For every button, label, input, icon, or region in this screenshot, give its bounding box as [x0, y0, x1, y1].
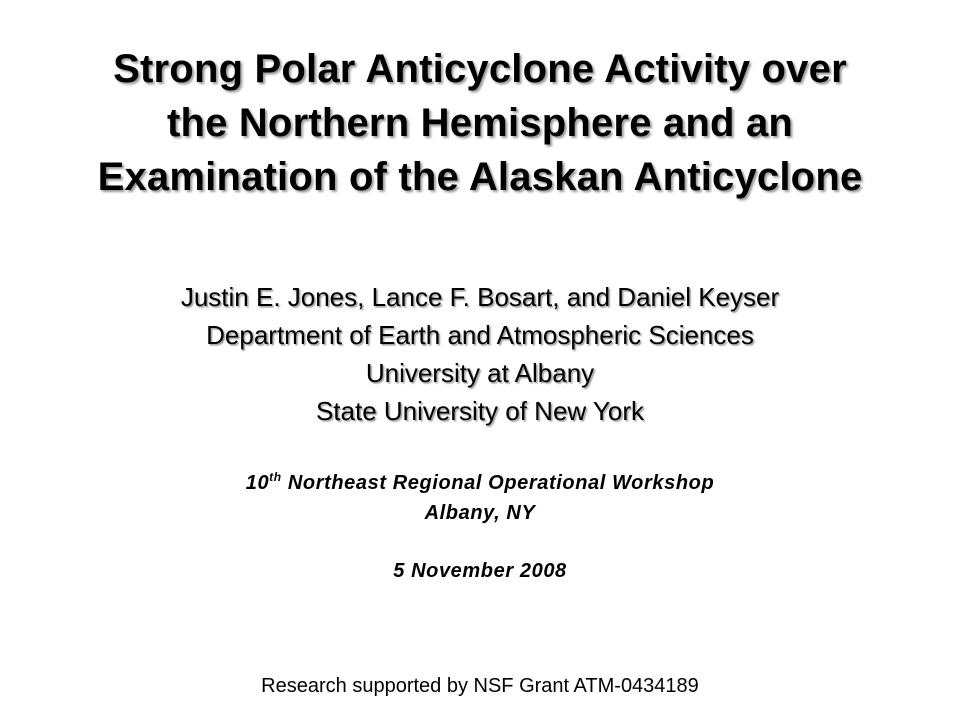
funding-acknowledgement: Research supported by NSF Grant ATM-0434189 — [261, 675, 699, 697]
author-names: Justin E. Jones, Lance F. Bosart, and Daniel Keyser — [180, 282, 780, 312]
title-line-1: Strong Polar Anticyclone Activity over — [113, 47, 847, 91]
university-system: State University of New York — [315, 396, 645, 426]
workshop-location: Albany, NY — [424, 502, 536, 524]
workshop-name — [20, 468, 940, 498]
workshop-ordinal-number: 10 — [245, 472, 270, 494]
title-line-2: the Northern Hemisphere and an — [166, 101, 794, 145]
university-name: University at Albany — [365, 358, 595, 388]
author-block — [20, 278, 940, 430]
presentation-date: 5 November 2008 — [393, 560, 567, 582]
title-line-3: Examination of the Alaskan Anticyclone — [97, 155, 863, 199]
workshop-title: Northeast Regional Operational Workshop — [281, 472, 715, 494]
workshop-ordinal-suffix: th — [269, 470, 282, 484]
department-name: Department of Earth and Atmospheric Sciences — [206, 320, 754, 350]
presentation-title — [20, 42, 940, 204]
workshop-block — [20, 468, 940, 528]
